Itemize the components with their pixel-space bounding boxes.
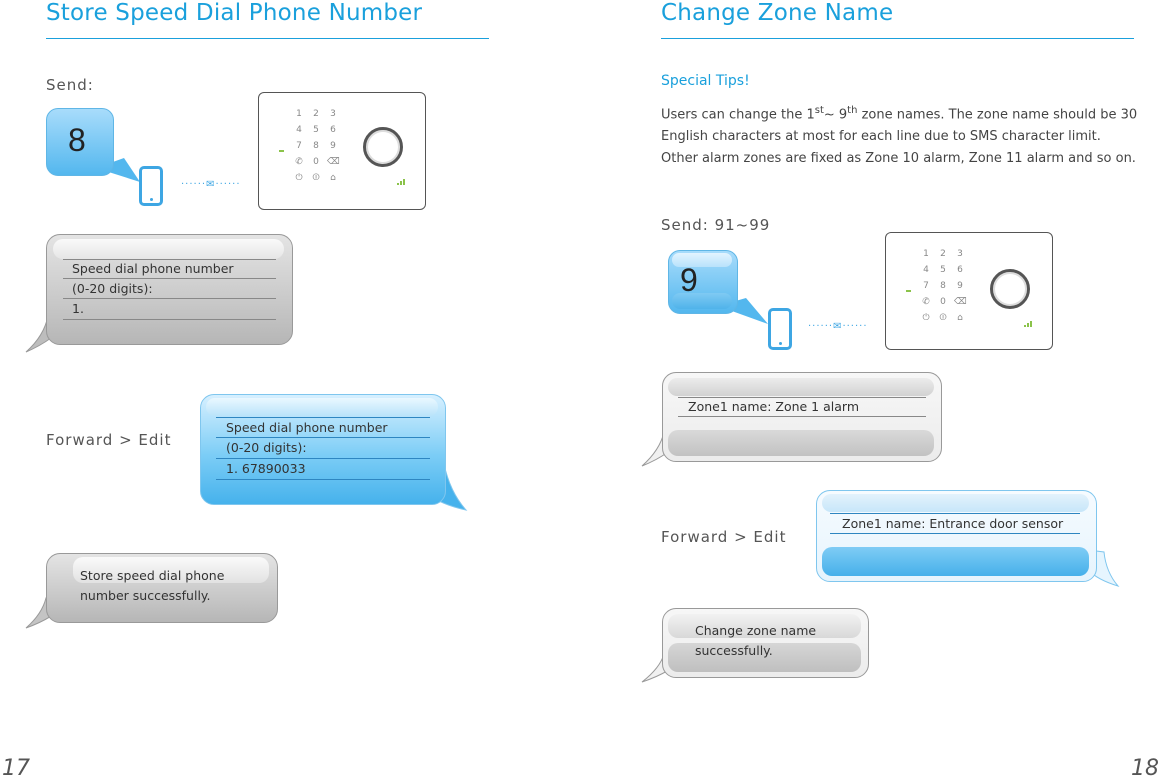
special-tips-text: Users can change the 1st~ 9th zone names. The zone name should be 30 English characters at most for each line due to SMS character limit. Other alarm zones are fixed as Zone 10 alarm, Zone 11 alarm and so on. [661,105,1138,167]
left-panel-dial [363,127,403,167]
left-reply-line-3: 1. [72,301,84,316]
right-panel-key-15: ⌂ [957,313,963,323]
left-confirm-line-2: number successfully. [80,588,211,603]
right-panel-key-7: 7 [923,281,929,291]
left-reply-line-1: Speed dial phone number [72,261,234,276]
right-confirm-line-1: Change zone name [695,623,817,638]
right-phone-icon [768,308,792,350]
left-panel-key-3: 3 [330,109,336,119]
right-panel-key-4: 4 [923,265,929,275]
right-signal-icon [1024,319,1034,327]
left-panel-key-7: 7 [296,141,302,151]
right-panel-key-1: 1 [923,249,929,259]
right-panel-key-2: 2 [940,249,946,259]
left-panel-key-13: ⏻ [295,173,303,183]
left-panel-key-1: 1 [296,109,302,119]
left-signal-icon [397,177,407,185]
left-panel-key-9: 9 [330,141,336,151]
left-panel-key-10: ✆ [295,157,303,167]
right-command-digit: 9 [680,262,698,298]
right-panel-key-10: ✆ [922,297,930,307]
left-panel-led [279,150,284,152]
left-command-digit: 8 [68,122,86,158]
left-page-number: 17 [2,756,30,781]
left-panel-key-5: 5 [313,125,319,135]
right-edit-line-1: Zone1 name: Entrance door sensor [842,516,1064,531]
left-send-label: Send: [46,76,94,94]
left-panel-key-4: 4 [296,125,302,135]
right-panel-key-8: 8 [940,281,946,291]
left-sms-send-icon: ······✉······ [181,179,241,190]
right-page-number: 18 [1131,756,1159,781]
right-confirm-line-2: successfully. [695,643,773,658]
left-reply-line-2: (0-20 digits): [72,281,153,296]
left-panel-key-8: 8 [313,141,319,151]
right-page-title: Change Zone Name [661,0,894,26]
left-edit-line-1: Speed dial phone number [226,420,388,435]
right-reply-line-1: Zone1 name: Zone 1 alarm [688,399,859,414]
right-alarm-panel [885,232,1053,350]
right-panel-dial [990,269,1030,309]
right-panel-key-3: 3 [957,249,963,259]
right-panel-key-13: ⏻ [922,313,930,323]
left-phone-icon [139,166,163,206]
right-send-label: Send: 91~99 [661,216,771,234]
left-panel-key-15: ⌂ [330,173,336,183]
left-forward-label: Forward > Edit [46,431,172,449]
right-panel-key-14: ⏼ [939,313,947,323]
left-confirm-line-1: Store speed dial phone [80,568,225,583]
left-edit-line-3: 1. 67890033 [226,461,306,476]
right-sms-send-icon: ······✉······ [808,321,868,332]
left-alarm-panel [258,92,426,210]
right-forward-label: Forward > Edit [661,528,787,546]
left-panel-key-6: 6 [330,125,336,135]
left-panel-key-14: ⏼ [312,173,320,183]
right-title-rule [661,38,1134,39]
right-panel-key-6: 6 [957,265,963,275]
left-edit-line-2: (0-20 digits): [226,440,307,455]
right-panel-key-11: 0 [940,297,946,307]
right-panel-key-12: ⌫ [954,297,967,307]
right-panel-key-5: 5 [940,265,946,275]
left-title-rule [46,38,489,39]
right-panel-led [906,290,911,292]
right-panel-key-9: 9 [957,281,963,291]
left-panel-key-2: 2 [313,109,319,119]
left-panel-key-11: 0 [313,157,319,167]
special-tips-heading: Special Tips! [661,73,750,89]
left-panel-key-12: ⌫ [327,157,340,167]
left-page-title: Store Speed Dial Phone Number [46,0,423,26]
